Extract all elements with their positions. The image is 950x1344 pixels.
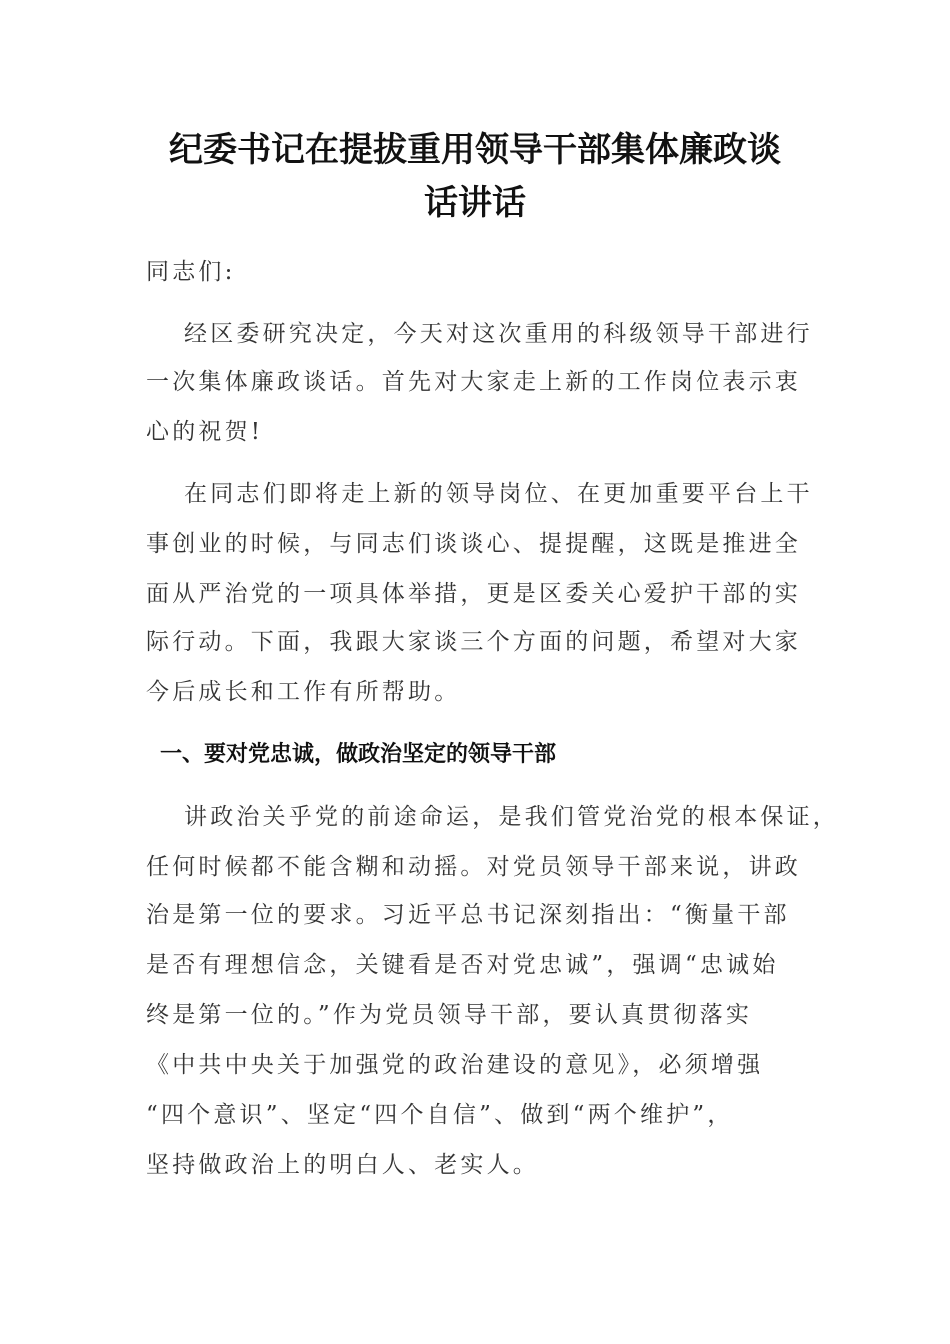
salutation: 同志们: — [146, 259, 236, 285]
paragraph-2-line: 际行动。下面，我跟大家谈三个方面的问题，希望对大家 — [146, 629, 801, 655]
paragraph-2-line: 事创业的时候，与同志们谈谈心、提提醒，这既是推进全 — [146, 531, 801, 557]
paragraph-3-line: 《中共中央关于加强党的政治建设的意见》，必须增强 — [146, 1052, 764, 1078]
paragraph-2-line: 面从严治党的一项具体举措，更是区委关心爱护干部的实 — [146, 581, 801, 607]
paragraph-3-line: 治是第一位的要求。习近平总书记深刻指出：“衡量干部 — [146, 902, 790, 928]
document-title-line-2: 话讲话 — [424, 183, 526, 223]
paragraph-3-line: 讲政治关乎党的前途命运，是我们管党治党的根本保证， — [184, 804, 839, 830]
paragraph-3-line: 终是第一位的。”作为党员领导干部，要认真贯彻落实 — [146, 1002, 753, 1028]
paragraph-2-line: 在同志们即将走上新的领导岗位、在更加重要平台上干 — [184, 481, 813, 507]
paragraph-3-line: “四个意识”、坚定“四个自信”、做到“两个维护”， — [146, 1102, 734, 1128]
document-title-line-1: 纪委书记在提拔重用领导干部集体廉政谈 — [169, 130, 781, 170]
paragraph-1-line: 一次集体廉政谈话。首先对大家走上新的工作岗位表示衷 — [146, 369, 801, 395]
paragraph-3-line: 坚持做政治上的明白人、老实人。 — [146, 1152, 539, 1178]
section-heading-1: 一、要对党忠诚，做政治坚定的领导干部 — [160, 742, 557, 767]
paragraph-2-line: 今后成长和工作有所帮助。 — [146, 679, 461, 705]
paragraph-1-line: 心的祝贺! — [146, 419, 264, 445]
paragraph-1-line: 经区委研究决定，今天对这次重用的科级领导干部进行 — [184, 321, 813, 347]
paragraph-3-line: 任何时候都不能含糊和动摇。对党员领导干部来说，讲政 — [146, 854, 801, 880]
paragraph-3-line: 是否有理想信念，关键看是否对党忠诚”，强调“忠诚始 — [146, 952, 779, 978]
